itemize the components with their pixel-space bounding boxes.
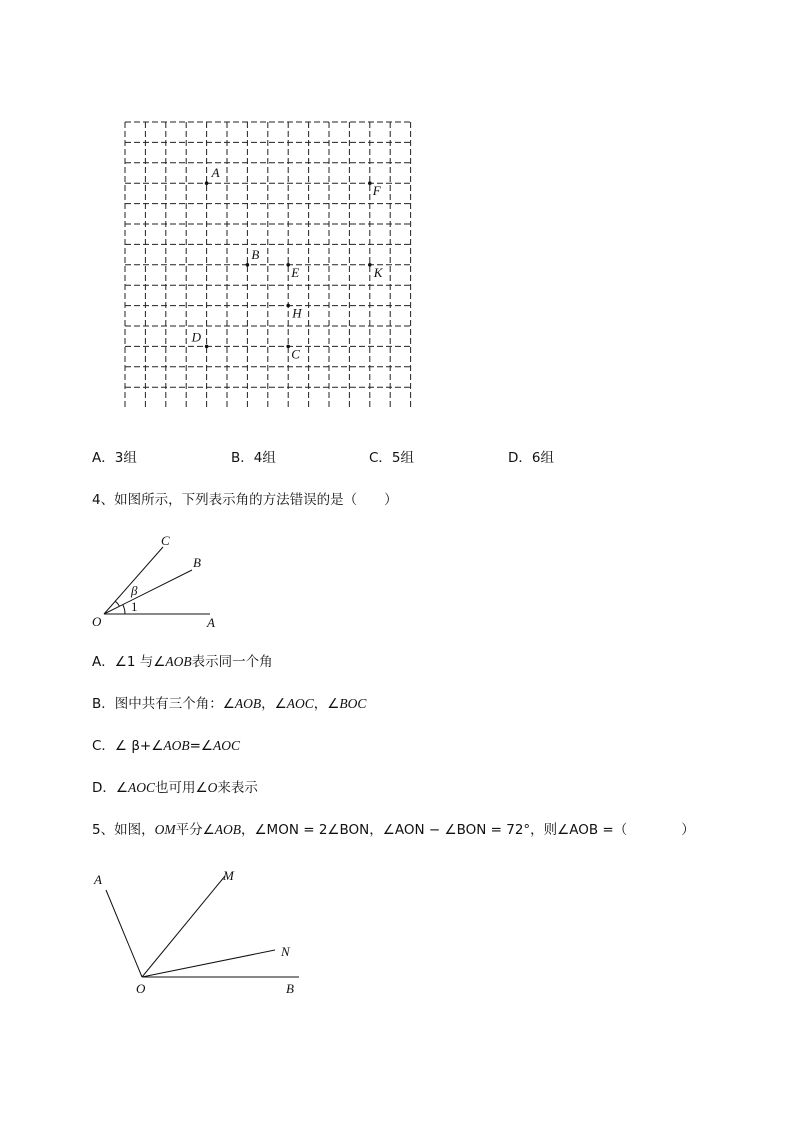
point-label-h: H xyxy=(292,305,302,321)
label-beta: β xyxy=(131,583,138,598)
point-a xyxy=(205,181,209,185)
point-f xyxy=(368,181,372,185)
point-label-b: B xyxy=(251,246,260,262)
point-b xyxy=(246,263,250,267)
label-a: A xyxy=(94,872,102,887)
q3-option-c: C．5组 xyxy=(369,450,415,466)
q4-option-a: A．∠1 与∠AOB表示同一个角 xyxy=(92,654,273,670)
q3-option-a: A．3组 xyxy=(92,450,137,466)
ray-ob xyxy=(104,570,192,614)
q3-option-d: D．6组 xyxy=(508,450,554,466)
q4-option-b: B．图中共有三个角：∠AOB，∠AOC，∠BOC xyxy=(92,696,367,712)
label-c: C xyxy=(161,533,170,548)
q4-stem: 4、如图所示，下列表示角的方法错误的是（ ） xyxy=(92,492,398,508)
arc-angle-beta xyxy=(115,601,119,606)
label-o: O xyxy=(92,614,102,629)
label-1: 1 xyxy=(131,599,138,614)
point-label-e: E xyxy=(291,264,300,280)
label-a: A xyxy=(207,615,215,630)
ray-oa xyxy=(106,890,142,977)
q4-angle-figure xyxy=(88,530,228,630)
dashed-grid xyxy=(125,122,411,407)
label-o: O xyxy=(136,981,146,996)
label-m: M xyxy=(223,868,234,883)
grid-points xyxy=(191,165,384,361)
point-label-a: A xyxy=(211,165,220,181)
point-c xyxy=(286,345,290,349)
label-n: N xyxy=(281,944,290,959)
point-label-k: K xyxy=(373,264,383,280)
arc-angle-1 xyxy=(123,605,125,614)
label-b: B xyxy=(286,981,294,996)
q5-stem: 5、如图，OM平分∠AOB，∠MON = 2∠BON，∠AON − ∠BON = 72°，则∠AOB =（ ） xyxy=(92,822,695,838)
point-d xyxy=(205,345,209,349)
q3-grid-figure xyxy=(115,112,425,407)
ray-on xyxy=(142,950,275,977)
point-label-f: F xyxy=(372,183,381,199)
label-b: B xyxy=(193,555,201,570)
q4-option-d: D．∠AOC也可用∠O来表示 xyxy=(92,780,258,796)
point-e xyxy=(286,263,290,267)
q5-angle-figure xyxy=(85,862,310,1002)
ray-om xyxy=(142,876,225,977)
q3-option-b: B．4组 xyxy=(231,450,276,466)
point-label-d: D xyxy=(191,329,201,345)
point-label-c: C xyxy=(291,346,300,362)
q4-option-c: C．∠ β+∠AOB=∠AOC xyxy=(92,738,241,754)
point-k xyxy=(368,263,372,267)
point-h xyxy=(286,304,290,308)
